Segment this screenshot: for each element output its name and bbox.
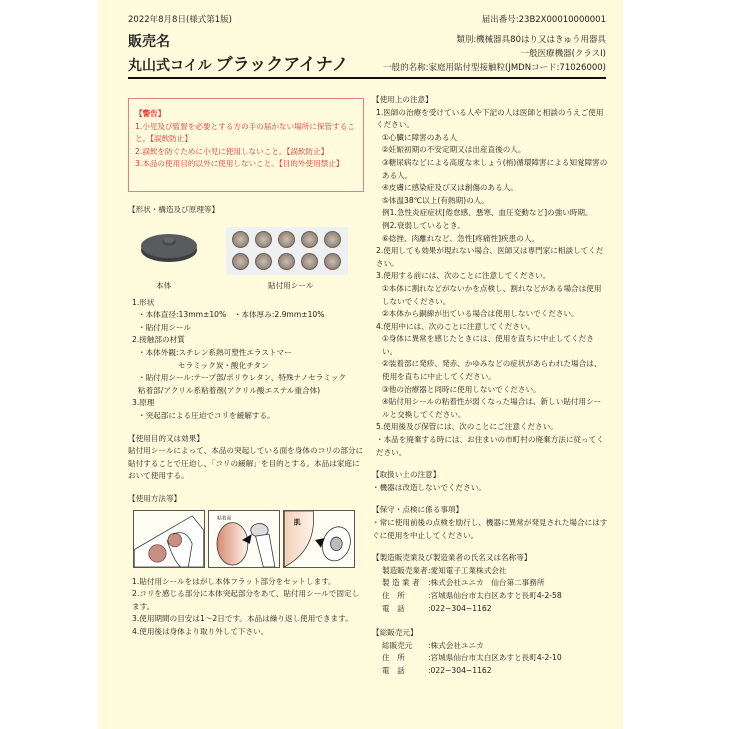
manufacturer-row: 電 話 :022−304−1162: [382, 603, 492, 613]
distributor-row: 総販売元 :株式会社ユニカ: [382, 640, 484, 650]
warning-title: 【警告】: [135, 109, 166, 118]
classification-category: 類別:機械器具80はり又はきゅう用器具: [456, 35, 606, 45]
precaution-line: 例2.衰弱しているとき。: [382, 220, 465, 230]
usage-section-title: 【使用方法等】: [128, 493, 182, 503]
precaution-line: ②妊娠初期の不安定期又は出産直後の人。: [382, 145, 526, 155]
usage-step: 1.貼付用シールをはがし本体フラット部分をセットします。: [132, 576, 336, 586]
warning-item: 3.本品の使用目的以外に使用しないこと。【目的外使用禁止】: [135, 159, 344, 169]
registration-number: 届出番号:23B2X00010000001: [481, 15, 606, 25]
sheet-figure-label: 貼付用シール: [268, 280, 314, 290]
date-version: 2022年8月8日(様式第1版): [128, 15, 232, 25]
precaution-line: ④貼付用シールの粘着性が弱くなった場合は、新しい貼付用シールと交換してください。: [382, 397, 602, 419]
svg-text:肌: 肌: [293, 518, 301, 527]
manufacturer-row: 製造販売業者 :愛知電子工業株式会社: [382, 565, 507, 575]
distributor-row: 電 話 :022−304−1162: [382, 665, 492, 675]
shape-line: ・貼付用シール:テープ部/ポリウレタン、特殊ナノセラミック: [138, 373, 346, 383]
sales-name-label: 販売名: [128, 34, 170, 50]
peel-sheet-illustration: [133, 510, 205, 568]
coil-body-image: [140, 228, 198, 264]
product-name-prefix: 丸山式コイル: [128, 58, 212, 74]
adhesive-sheet-image: [226, 227, 348, 275]
usage-step: 3.使用期間の目安は1〜2日です。本品は繰り返し使用できます。: [132, 614, 353, 624]
shape-line: ・本体直径:13mm±10% ・本体厚み:2.9mm±10%: [138, 310, 325, 320]
manufacturer-section-title: 【製造販売業及び製造業者の氏名又は名称等】: [372, 553, 532, 563]
warning-item: 1.小児及び監督を必要とする方の手の届かない場所に保管すること。【誤飲防止】: [135, 121, 355, 144]
shape-line: ・突起部による圧迫でコリを緩解する。: [138, 410, 275, 420]
precaution-line: ③糖尿病などによる高度な末しょう(梢)循環障害による知覚障害のある人。: [382, 157, 608, 180]
purpose-body: 貼付用シールによって、本品の突起している面を身体のコリの部分に貼付することで圧迫し、「コリの緩解」を目的とする。本品は家庭において使用する。: [128, 446, 364, 481]
precaution-line: ・本品を廃棄する時には、お住まいの市町村の廃棄方法に従ってください。: [376, 435, 604, 457]
precaution-line: ⑤体温38℃以上(有熱期)の人。: [382, 195, 489, 205]
product-name-main: ブラックアイナノ: [215, 55, 349, 75]
warning-box: [128, 98, 364, 192]
usage-step: 4.使用後は身体より取り外して下さい。: [132, 626, 269, 636]
shape-line: 3.原理: [132, 398, 155, 408]
shape-line: ・貼付用シール: [138, 322, 192, 332]
precaution-line: 4.使用中には、次のことに注意してください。: [376, 321, 536, 331]
shape-figures: [128, 223, 366, 297]
attach-to-skin-illustration: [283, 510, 355, 568]
precaution-line: ④皮膚に感染症及び又は創傷のある人。: [382, 183, 518, 193]
precaution-line: ①本体に割れなどがないかを点検し、割れなどがある場合は使用しないでください。: [382, 283, 602, 306]
apply-adhesive-illustration: [208, 510, 280, 568]
precautions-section-title: 【使用上の注意】: [372, 95, 433, 104]
precaution-line: 5.使用後及び保管には、次のことにご注意ください。: [376, 422, 558, 432]
shape-line: セラミック炭・酸化チタン: [178, 360, 269, 370]
precaution-line: 3.使用する前には、次のことに注意してください。: [376, 271, 551, 281]
svg-text:粘着面: 粘着面: [216, 516, 232, 522]
precaution-line: ①身体に異常を感じたときには、使用を直ちに中止してください。: [382, 334, 594, 356]
distributor-section-title: 【総販売元】: [372, 628, 418, 638]
classification-class: 一般医療機器(クラスⅠ): [520, 49, 606, 59]
shape-line: 2.接触部の材質: [132, 335, 185, 345]
maintenance-body: ・常に使用前後の点検を励行し、機器に異常が発見された場合にはすぐに使用を中止してください。: [372, 518, 608, 540]
shape-line: ・本体外観:スチレン系熱可塑性エラストマー: [138, 347, 292, 357]
distributor-row: 住 所 :宮城県仙台市太白区あすと長町4-2-10: [382, 653, 562, 663]
handling-section-title: 【取扱い上の注意】: [372, 470, 441, 480]
manufacturer-row: 製 造 業 者 :株式会社ユニカ 仙台第二事務所: [382, 578, 545, 588]
precaution-line: ①心臓に障害のある人: [382, 132, 458, 142]
precaution-line: ⑥捻挫、肉離れなど、急性[疼痛性]疾患の人。: [382, 233, 540, 243]
left-column: [128, 98, 366, 638]
precaution-line: ②本体から銅線が出ている場合は使用しないでください。: [382, 309, 579, 319]
shape-line: 粘着部/アクリル系粘着剤(アクリル酸エステル重合体): [138, 385, 321, 395]
manufacturer-row: 住 所 :宮城県仙台市太白区あすと長町4-2-58: [382, 590, 562, 600]
warning-item: 2.誤飲を防ぐために小児に使用しないこと。【誤飲防止】: [135, 146, 329, 156]
shape-section-title: 【形状・構造及び原理等】: [128, 205, 220, 214]
body-figure-label: 本体: [156, 280, 172, 290]
maintenance-section-title: 【保守・点検に係る事項】: [372, 505, 464, 515]
precaution-line: ②装着部に発疹、発赤、かゆみなどの症状があらわれた場合は、使用を直ちに中止してください。: [382, 359, 602, 382]
precaution-line: 例1.急性炎症症状[倦怠感、悪寒、血圧変動など]の強い時期。: [382, 208, 593, 218]
classification-block: [383, 33, 606, 75]
package-insert-page: [98, 0, 623, 729]
right-column: [372, 94, 608, 678]
generic-name: 一般的名称:家庭用貼付型接触粒(JMDNコード:71026000): [383, 63, 606, 73]
handling-body: ・機器は改造しないでください。: [372, 482, 486, 492]
usage-step: 2.コリを感じる部分に本体突起部分をあて、貼付用シールで固定します。: [132, 589, 360, 611]
purpose-section-title: 【使用目的又は効果】: [128, 433, 204, 443]
precaution-line: ③他の治療器と同時に使用しないでください。: [382, 384, 541, 394]
header-divider: [128, 77, 606, 79]
product-name: [128, 50, 349, 75]
precaution-line: 2.使用しても効果が現れない場合、医師又は専門家に相談してください。: [376, 246, 604, 268]
usage-figures: [133, 510, 366, 568]
shape-line: 1.形状: [132, 297, 155, 307]
precaution-line: 1.医師の治療を受けている人や下記の人は医師と相談のうえご使用ください。: [376, 107, 604, 130]
